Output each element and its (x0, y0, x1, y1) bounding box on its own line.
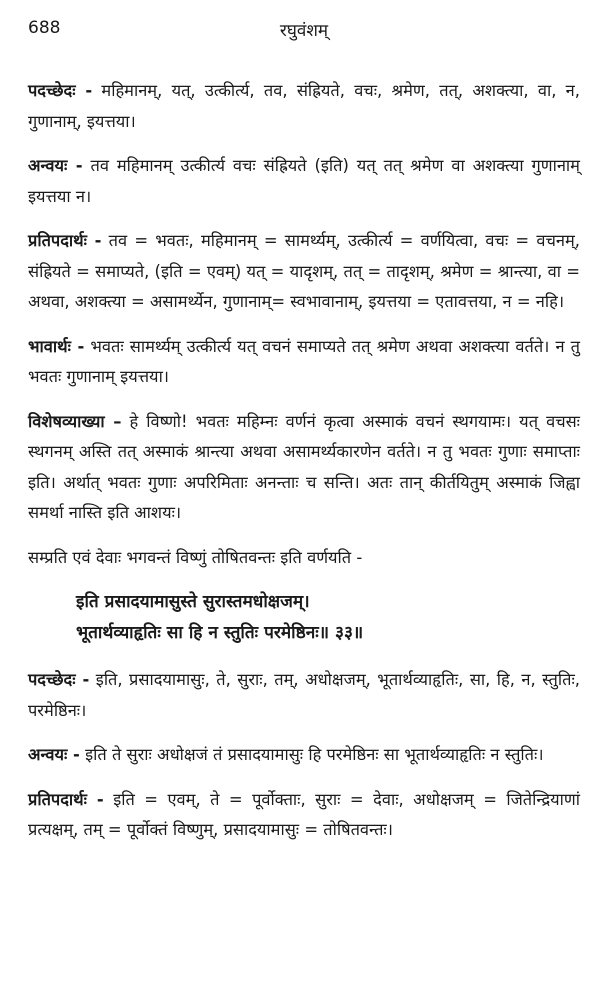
section-label: विशेषव्याख्या – (28, 411, 122, 431)
anvaya-paragraph-2 (28, 740, 580, 771)
verse-block (76, 587, 580, 649)
visheshavyakhya-paragraph (28, 407, 580, 529)
bhavartha-paragraph (28, 332, 580, 393)
verse-line-2: भूतार्थव्याहृतिः सा हि न स्तुतिः परमेष्ठिनः॥ ३३॥ (76, 623, 364, 643)
pratipadartha-paragraph (28, 226, 580, 318)
section-label: पदच्छेदः - (28, 670, 90, 689)
running-title: रघुवंशम् (279, 21, 329, 41)
page-body (28, 76, 580, 860)
padaccheda-paragraph (28, 76, 580, 137)
verse-line-1: इति प्रसादयामासुस्ते सुरास्तमधोक्षजम्। (76, 592, 310, 612)
section-label: अन्वयः - (28, 156, 83, 175)
padaccheda-paragraph-2 (28, 665, 580, 726)
section-text: तव = भवतः, महिमानम् = सामर्थ्यम्, उत्कीर्त्य = वर्णयित्वा, वचः = वचनम्, संह्रियते = समाप्यते, (इति = एवम्) यत् = यादृशम्, तत् = तादृशम्, श्रमेण = श्रान्त्या, वा = अथवा, अशक्त्या = असामर्थ्येन, गुणानाम्= स्वभावानाम्, इयत्तया = एतावत्तया, न = नहि। (28, 231, 580, 311)
section-label: प्रतिपदार्थः - (28, 231, 102, 250)
section-text: इति = एवम्, ते = पूर्वोक्ताः, सुराः = देवाः, अधोक्षजम् = जितेन्द्रियाणां प्रत्यक्षम्, तम् = पूर्वोक्तं विष्णुम्, प्रसादयामासुः = तोषितवन्तः। (28, 789, 580, 839)
section-label: भावार्थः - (28, 336, 85, 356)
intro-line: सम्प्रति एवं देवाः भगवन्तं विष्णुं तोषितवन्तः इति वर्णयति - (28, 547, 363, 567)
section-text: महिमानम्, यत्, उत्कीर्त्य, तव, संह्रियते, वचः, श्रमेण, तत्, अशक्त्या, वा, न, गुणानाम्, इयत्तया। (28, 81, 580, 131)
pratipadartha-paragraph-2 (28, 785, 580, 846)
section-label: प्रतिपदार्थः - (28, 789, 104, 809)
section-text: इति, प्रसादयामासुः, ते, सुराः, तम्, अधोक्षजम्, भूतार्थव्याहृतिः, सा, हि, न, स्तुतिः, परमेष्ठिनः। (28, 670, 580, 720)
section-text: हे विष्णो! भवतः महिम्नः वर्णनं कृत्वा अस्माकं वचनं स्थगयामः। यत् वचसः स्थगनम् अस्ति तत् अस्माकं श्रान्त्या अथवा असामर्थ्यकारणेन वर्तते। न तु भवतः गुणाः समाप्ताः इति। अर्थात् भवतः गुणाः अपरिमिताः अनन्ताः च सन्ति। अतः तान् कीर्तयितुम् अस्माकं जिह्वा समर्था नास्ति इति आशयः। (28, 411, 580, 522)
page-number: 688 (28, 18, 61, 38)
section-label: पदच्छेदः - (28, 81, 93, 100)
page-header (28, 18, 580, 44)
section-label: अन्वयः - (28, 745, 80, 764)
section-text: तव महिमानम् उत्कीर्त्य वचः संह्रियते (इति) यत् तत् श्रमेण वा अशक्त्या गुणानाम् इयत्तया न। (28, 156, 580, 206)
anvaya-paragraph (28, 151, 580, 212)
section-text: इति ते सुराः अधोक्षजं तं प्रसादयामासुः हि परमेष्ठिनः सा भूतार्थव्याहृतिः न स्तुतिः। (85, 745, 544, 764)
section-text: भवतः सामर्थ्यम् उत्कीर्त्य यत् वचनं समाप्यते तत् श्रमेण अथवा अशक्त्या वर्तते। न तु भवतः गुणानाम् इयत्तया। (28, 336, 581, 386)
